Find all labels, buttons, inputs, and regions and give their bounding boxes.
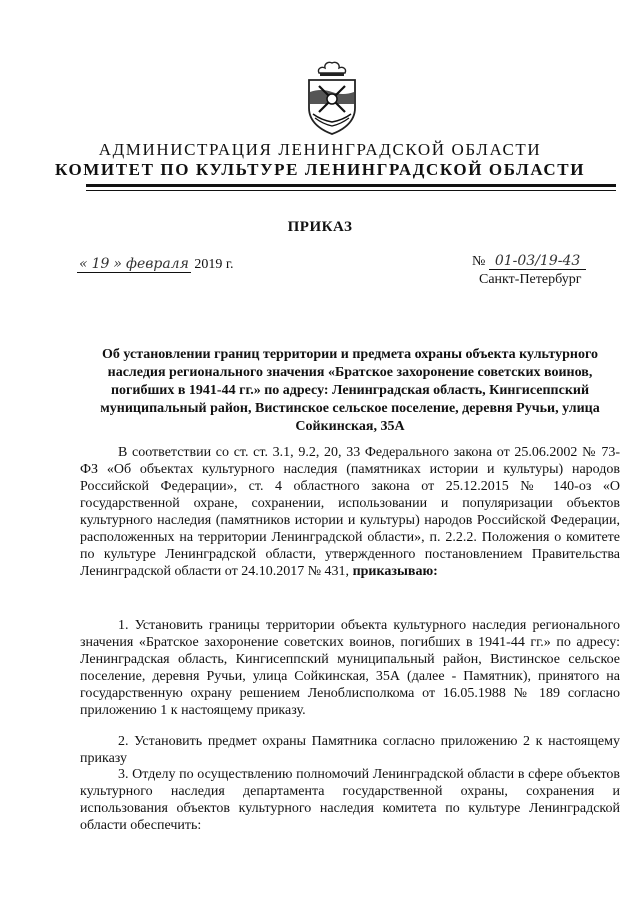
document-title: ПРИКАЗ	[287, 219, 353, 235]
document-city: Санкт-Петербург	[479, 272, 582, 287]
document-number	[472, 253, 586, 270]
order-item-2: 2. Установить предмет охраны Памятника согласно приложению 2 к настоящему приказу	[80, 734, 620, 766]
number-value: 01-03/19-43	[489, 253, 586, 270]
document-date	[77, 256, 234, 273]
preamble-order-word: приказываю:	[352, 564, 438, 579]
order-item-1: 1. Установить границы территории объекта культурного наследия регионального значения «Братское захоронение советских воинов, погибших в 1941-44 гг.» по адресу: Ленинградская область, Кингисеппский муниципальный район, Вистинское сельское поселение, деревня Ручьи, улица Сойкинская, 35А (далее - Памятник), принятого на государственную охрану решением Леноблисполкома от 16.05.1988 № 189 согласно приложению 1 к настоящему приказу.	[80, 618, 620, 718]
coat-of-arms-icon	[303, 60, 361, 136]
document-subject: Об установлении границ территории и предмета охраны объекта культурного наследия регионального значения «Братское захоронение советских воинов, погибших в 1941-44 гг.» по адресу: Ленинградская область, Кингисеппский муниципальный район, Вистинское сельское поселение, деревня Ручьи, улица Сойкинская, 35А	[100, 347, 600, 434]
number-prefix: №	[472, 254, 486, 269]
date-open-quote: «	[79, 256, 88, 272]
date-close-quote: »	[113, 256, 122, 272]
committee-name: КОМИТЕТ ПО КУЛЬТУРЕ ЛЕНИНГРАДСКОЙ ОБЛАСТИ	[54, 160, 586, 179]
date-day: 19	[91, 256, 110, 272]
header-divider-thick	[86, 184, 616, 187]
preamble-text: В соответствии со ст. ст. 3.1, 9.2, 20, 33 Федерального закона от 25.06.2002 № 73-ФЗ «Об объектах культурного наследия (памятниках истории и культуры) народов Российской Федерации», ст. 4 областного закона от 25.12.2015 № 140-оз «О государственной охране, сохранении, использовании и популяризации объектов культурного наследия (памятников истории и культуры) народов Российской Федерации, расположенных на территории Ленинградской области», п. 2.2.2. Положения о комитете по культуре Ленинградской области, утвержденного постановлением Правительства Ленинградской области от 24.10.2017 № 431,	[80, 445, 620, 579]
order-item-3: 3. Отделу по осуществлению полномочий Ленинградской области в сфере объектов культурного наследия департамента государственной охраны, сохранения и использования объектов культурного наследия комитета по культуре Ленинградской области обеспечить:	[80, 767, 620, 833]
date-month: февраля	[125, 256, 189, 272]
preamble-paragraph	[80, 444, 620, 580]
organization-name: АДМИНИСТРАЦИЯ ЛЕНИНГРАДСКОЙ ОБЛАСТИ	[98, 140, 542, 159]
header-divider-thin	[86, 190, 616, 191]
date-year: 2019 г.	[194, 257, 234, 272]
